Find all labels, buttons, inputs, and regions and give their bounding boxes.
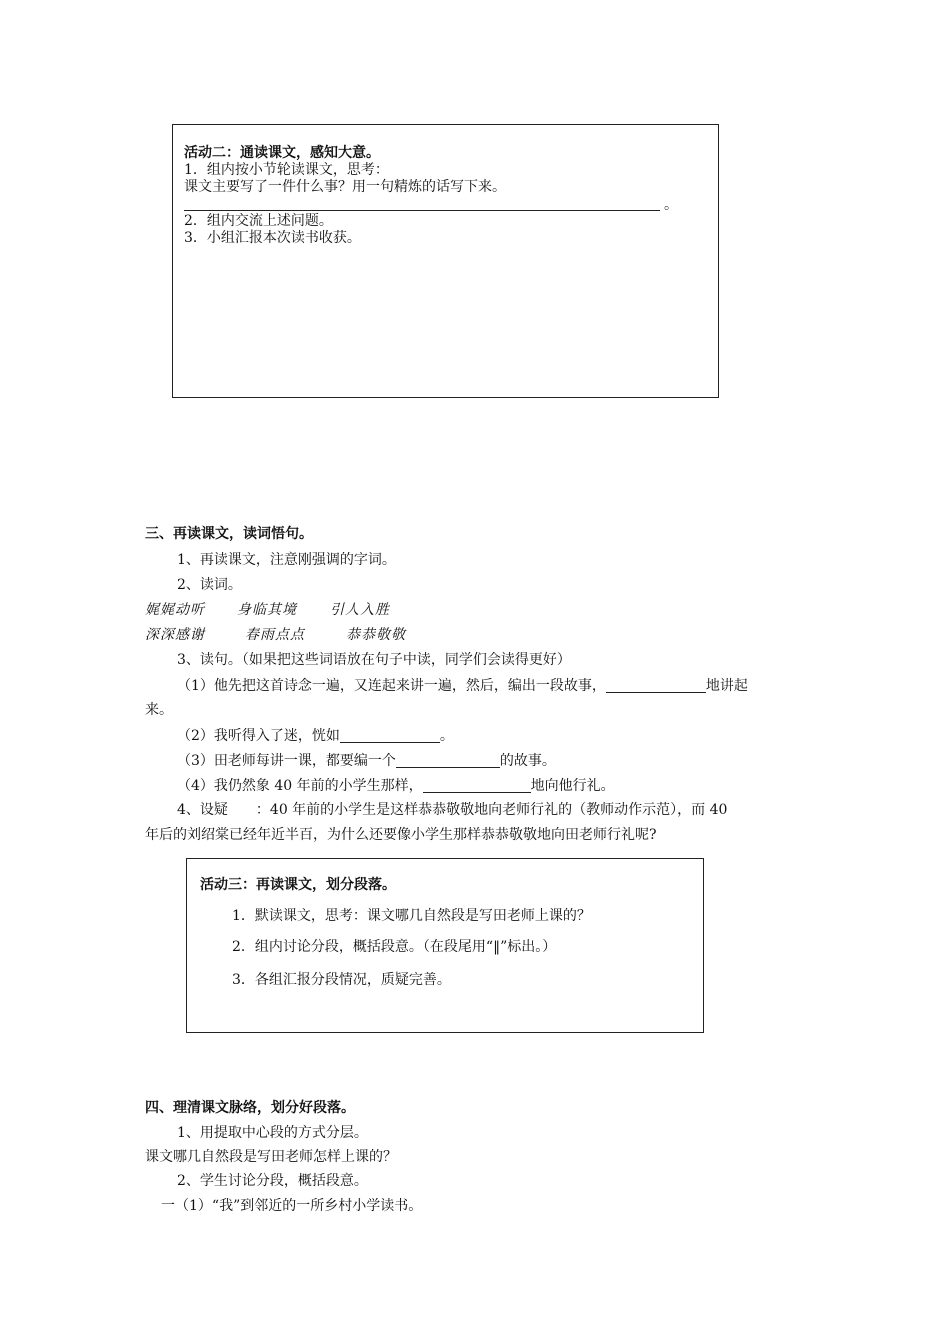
sentence4-text: （4）我仍然象 40 年前的小学生那样， — [177, 778, 423, 794]
activity2-item1-question: 课文主要写了一件什么事？用一句精炼的话写下来。 — [184, 179, 506, 195]
sentence2-blank — [340, 728, 440, 743]
word-4: 深深感谢 — [145, 627, 205, 643]
section4-heading: 四、理清课文脉络，划分好段落。 — [145, 1100, 355, 1116]
activity3-item3: 3．各组汇报分段情况，质疑完善。 — [232, 972, 451, 988]
word-3: 引人入胜 — [330, 602, 390, 618]
sentence1-text: （1）他先把这首诗念一遍，又连起来讲一遍，然后，编出一段故事， — [177, 678, 606, 694]
sentence3-text: （3）田老师每讲一课，都要编一个 — [177, 753, 396, 769]
sentence4 — [177, 778, 615, 793]
section3-step4-line1: 4、设疑 ：40 年前的小学生是这样恭恭敬敬地向老师行礼的（教师动作示范），而 40 — [177, 802, 728, 818]
sentence1-continued: 来。 — [145, 702, 173, 718]
activity2-answer-line — [184, 197, 660, 211]
section4-step1: 1、用提取中心段的方式分层。 — [177, 1125, 368, 1141]
sentence3 — [177, 753, 556, 768]
section4-question: 课文哪几自然段是写田老师怎样上课的？ — [145, 1149, 397, 1165]
section3-step4-line2: 年后的刘绍棠已经年近半百，为什么还要像小学生那样恭恭敬敬地向田老师行礼呢? — [145, 827, 657, 843]
section3-step2: 2、读词。 — [177, 577, 242, 593]
sentence4-blank — [423, 778, 531, 793]
activity3-item2: 2．组内讨论分段，概括段意。（在段尾用“‖”标出。） — [232, 939, 557, 955]
activity2-item2: 2．组内交流上述问题。 — [184, 213, 333, 229]
sentence1-tail: 地讲起 — [705, 678, 748, 694]
sentence1-blank — [606, 678, 706, 693]
activity2-answer-end: 。 — [664, 197, 678, 213]
word-2: 身临其境 — [237, 602, 297, 618]
activity2-item3: 3．小组汇报本次读书收获。 — [184, 230, 361, 246]
sentence2-text: （2）我听得入了迷，恍如 — [177, 728, 340, 744]
sentence1 — [177, 678, 748, 693]
section3-step1: 1、再读课文，注意刚强调的字词。 — [177, 552, 396, 568]
activity2-item1: 1．组内按小节轮读课文，思考： — [184, 162, 389, 178]
section3-step3: 3、读句。（如果把这些词语放在句子中读，同学们会读得更好） — [177, 652, 571, 668]
word-5: 春雨点点 — [245, 627, 305, 643]
word-1: 娓娓动听 — [145, 602, 205, 618]
sentence3-tail: 的故事。 — [499, 753, 556, 769]
activity3-title: 活动三：再读课文，划分段落。 — [200, 877, 396, 893]
section4-step2: 2、学生讨论分段，概括段意。 — [177, 1173, 368, 1189]
section4-part1: 一（1）“我”到邻近的一所乡村小学读书。 — [161, 1198, 423, 1214]
sentence3-blank — [396, 753, 500, 768]
sentence2-tail: 。 — [439, 728, 454, 744]
section3-heading: 三、再读课文，读词悟句。 — [145, 526, 313, 542]
word-6: 恭恭敬敬 — [346, 627, 406, 643]
activity3-item1: 1．默读课文，思考：课文哪几自然段是写田老师上课的？ — [232, 908, 591, 924]
activity2-title: 活动二：通读课文，感知大意。 — [184, 145, 380, 161]
sentence4-tail: 地向他行礼。 — [530, 778, 615, 794]
sentence2 — [177, 728, 454, 743]
